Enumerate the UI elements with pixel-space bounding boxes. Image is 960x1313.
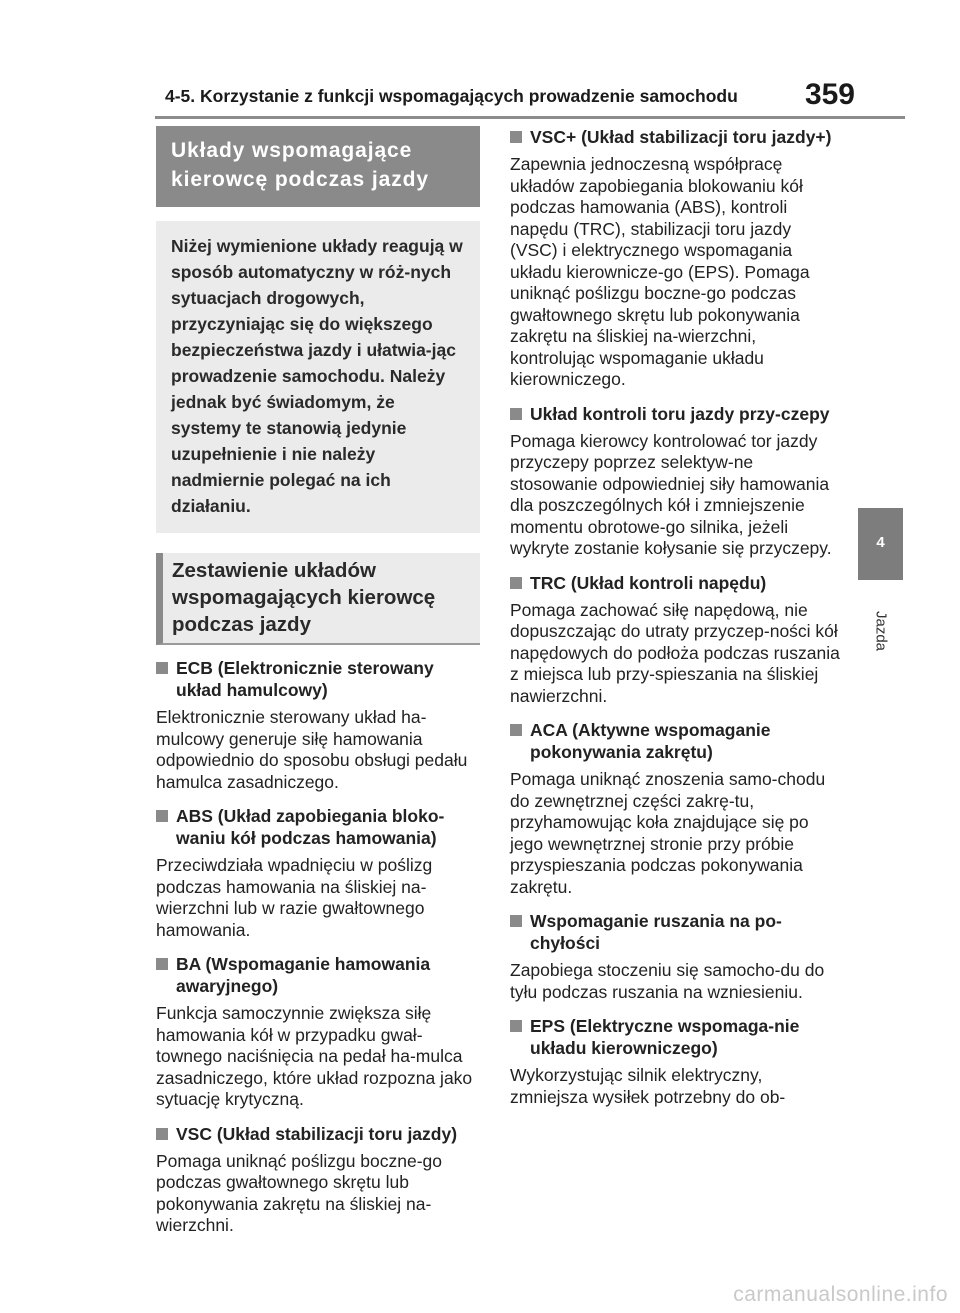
item-body: Elektronicznie sterowany układ ha-mulcowy generuje siłę hamowania odpowiednio do sposobu obsługi pedału hamulca zasadniczego.: [156, 707, 468, 792]
list-item: [156, 953, 480, 1111]
item-heading-text: TRC (Układ kontroli napędu): [530, 572, 767, 593]
page-header: [155, 78, 855, 118]
item-body: Pomaga zachować siłę napędową, nie dopuszczając do utraty przyczep-ności kół napędowych do podłoża podczas ruszania z miejsca lub przy-spieszania na śliskiej nawierzchni.: [510, 599, 840, 706]
chapter-side-label-text: Jazda: [872, 610, 890, 652]
square-bullet-icon: [510, 408, 522, 420]
item-heading: [156, 805, 480, 849]
square-bullet-icon: [156, 662, 168, 674]
chapter-tab-number: 4: [876, 534, 885, 551]
item-heading-text: ECB (Elektronicznie sterowany układ hamulcowy): [176, 658, 434, 700]
subsection-title: Zestawienie układów wspomagających kierowcę podczas jazdy: [156, 553, 480, 645]
item-heading: [510, 719, 840, 763]
square-bullet-icon: [510, 1020, 522, 1032]
item-heading-text: Układ kontroli toru jazdy przy-czepy: [530, 403, 830, 424]
square-bullet-icon: [156, 1128, 168, 1140]
item-body: Przeciwdziała wpadnięciu w poślizg podczas hamowania na śliskiej na-wierzchni lub w razie gwałtownego hamowania.: [156, 855, 433, 940]
watermark: carmanualsonline.info: [733, 1283, 948, 1306]
item-heading-text: EPS (Elektryczne wspomaga-nie układu kierowniczego): [530, 1016, 800, 1058]
list-item: [510, 403, 840, 560]
list-item: [510, 572, 840, 708]
item-body: Pomaga uniknąć znoszenia samo-chodu do zewnętrznej części zakrę-tu, przyhamowując koła znajdujące się po jego wewnętrznej stronie przy próbie przyspieszania podczas pokonywania zakrętu.: [510, 769, 826, 897]
item-heading-text: VSC (Układ stabilizacji toru jazdy): [176, 1123, 458, 1144]
item-heading: [156, 657, 480, 701]
list-item: [156, 1123, 480, 1237]
intro-paragraph: Niżej wymienione układy reagują w sposób automatyczny w róż-nych sytuacjach drogowych, przyczyniając się do większego bezpieczeństwa jazdy i ułatwia-jąc prowadzenie samochodu. Należy jednak być świadomym, że systemy te stanowią jedynie uzupełnienie i nie należy nadmiernie polegać na ich działaniu.: [156, 221, 480, 533]
square-bullet-icon: [156, 810, 168, 822]
item-heading-text: ACA (Aktywne wspomaganie pokonywania zakrętu): [530, 720, 771, 762]
item-heading: [510, 910, 840, 954]
item-body: Zapobiega stoczeniu się samocho-du do tyłu podczas ruszania na wzniesieniu.: [510, 960, 825, 1002]
chapter-title: 4-5. Korzystanie z funkcji wspomagających prowadzenie samochodu: [165, 86, 738, 106]
item-body: Pomaga kierowcy kontrolować tor jazdy przyczepy poprzez selektyw-ne stosowanie odpowiedniej siły hamowania dla poszczególnych kół i zmniejszenie momentu obrotowe-go silnika, jeżeli wykryte zostanie kołysanie się przyczepy.: [510, 430, 832, 558]
item-heading-text: BA (Wspomaganie hamowania awaryjnego): [176, 954, 431, 996]
item-heading-text: ABS (Układ zapobiegania bloko-waniu kół podczas hamowania): [176, 806, 445, 848]
list-item: [510, 1015, 840, 1108]
item-heading: [510, 126, 840, 148]
right-column: [510, 126, 840, 1108]
square-bullet-icon: [510, 131, 522, 143]
header-divider: [155, 116, 905, 119]
item-heading-text: Wspomaganie ruszania na po-chyłości: [530, 911, 782, 953]
item-heading: [510, 572, 840, 594]
left-column: [156, 126, 480, 1237]
item-body: Pomaga uniknąć poślizgu boczne-go podczas gwałtownego skrętu lub pokonywania zakrętu na śliskiej na-wierzchni.: [156, 1150, 443, 1235]
section-title: Układy wspomagające kierowcę podczas jazdy: [156, 126, 480, 207]
square-bullet-icon: [510, 577, 522, 589]
item-heading: [510, 403, 840, 425]
item-heading: [156, 953, 480, 997]
list-item: [510, 910, 840, 1003]
page-number: 359: [804, 78, 855, 111]
item-body: Zapewnia jednoczesną współpracę układów zapobiegania blokowaniu kół podczas hamowania (ABS), kontroli napędu (TRC), stabilizacji toru jazdy (VSC) i elektrycznego wspomagania układu kierownicze-go (EPS). Pomaga uniknąć poślizgu boczne-go podczas gwałtownego skrętu lub pokonywania zakrętu na śliskiej na-wierzchni, kontrolując wspomaganie układu kierowniczego.: [510, 154, 810, 389]
item-heading: [156, 1123, 480, 1145]
chapter-tab: [858, 508, 903, 580]
list-item: [510, 719, 840, 898]
item-body: Wykorzystując silnik elektryczny, zmniejsza wysiłek potrzebny do ob-: [510, 1065, 786, 1107]
list-item: [156, 657, 480, 793]
square-bullet-icon: [510, 724, 522, 736]
item-heading: [510, 1015, 840, 1059]
square-bullet-icon: [510, 915, 522, 927]
list-item: [510, 126, 840, 391]
chapter-side-label: [866, 596, 896, 666]
item-heading-text: VSC+ (Układ stabilizacji toru jazdy+): [530, 127, 832, 147]
list-item: [156, 805, 480, 941]
item-body: Funkcja samoczynnie zwiększa siłę hamowania kół w przypadku gwał-townego naciśnięcia na pedał ha-mulca zasadniczego, które układ rozpozna jako sytuację krytyczną.: [156, 1003, 473, 1109]
square-bullet-icon: [156, 958, 168, 970]
